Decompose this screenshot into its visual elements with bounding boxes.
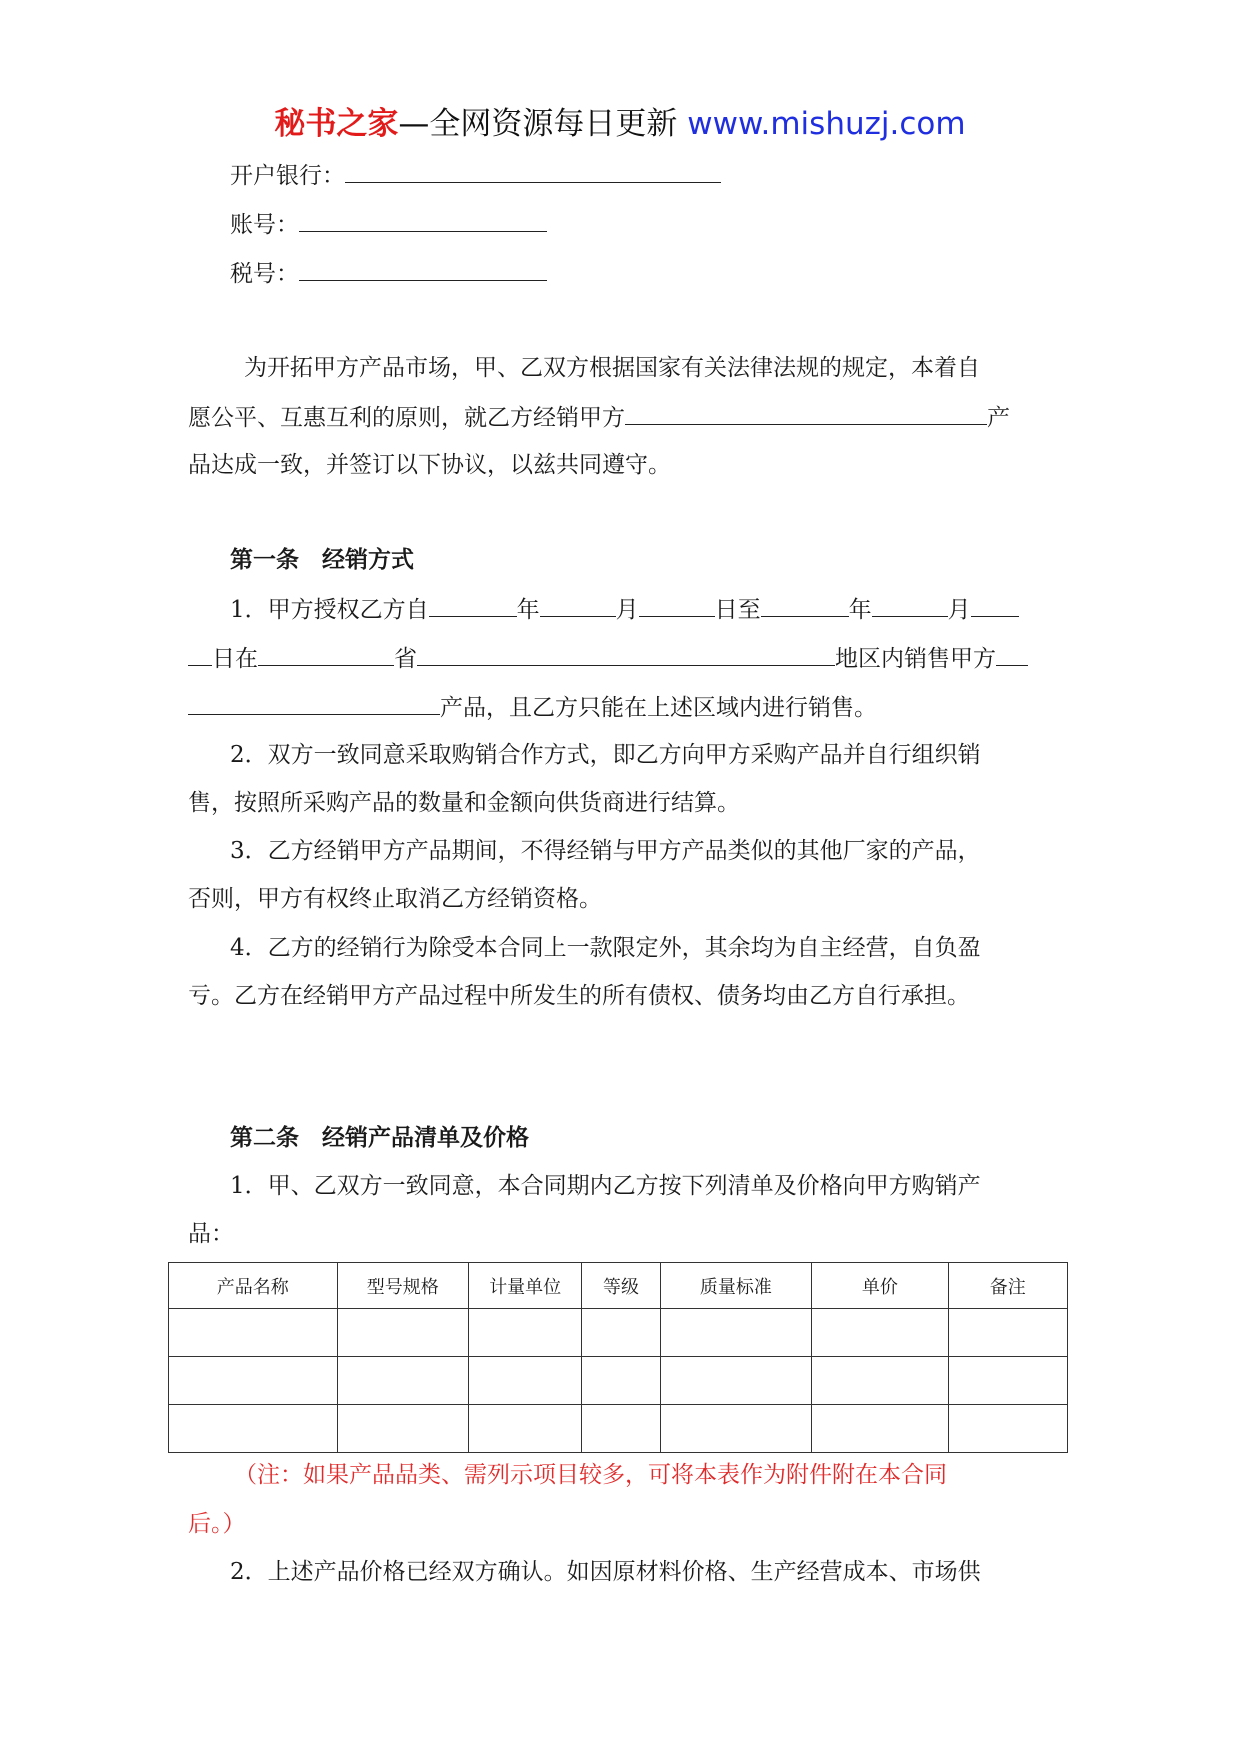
column-header: 等级 — [582, 1263, 660, 1309]
article-2-item-1-line-2: 品： — [188, 1221, 234, 1247]
table-cell[interactable] — [660, 1309, 812, 1357]
table-cell[interactable] — [169, 1405, 338, 1453]
account-field — [230, 207, 547, 241]
start-month-blank[interactable] — [540, 592, 616, 617]
intro-text-end: 产 — [987, 405, 1010, 431]
end-day-blank-cont[interactable] — [188, 641, 212, 666]
bank-field — [230, 158, 721, 192]
intro-line-3: 品达成一致，并签订以下协议，以兹共同遵守。 — [188, 452, 671, 478]
column-header: 产品名称 — [169, 1263, 338, 1309]
year-label: 年 — [516, 597, 540, 623]
item-text: 1．甲方授权乙方自 — [230, 597, 429, 623]
region-blank[interactable] — [417, 641, 835, 666]
product-blank-cont[interactable] — [188, 690, 440, 715]
article-1-item-1-line-3 — [188, 690, 877, 724]
account-blank[interactable] — [299, 207, 547, 232]
article-1-item-1-line-2 — [188, 641, 1028, 675]
table-row — [169, 1405, 1068, 1453]
article-2-item-1-line-1: 1．甲、乙双方一致同意，本合同期内乙方按下列清单及价格向甲方购销产 — [230, 1173, 981, 1199]
table-cell[interactable] — [582, 1309, 660, 1357]
month-label: 月 — [615, 597, 639, 623]
article-1-item-3-line-1: 3．乙方经销甲方产品期间，不得经销与甲方产品类似的其他厂家的产品， — [230, 838, 981, 864]
product-name-blank[interactable] — [625, 400, 987, 425]
website-link[interactable]: www.mishuzj.com — [687, 106, 966, 142]
article-1-item-1-line-1 — [230, 592, 1019, 626]
intro-line-2 — [188, 400, 1010, 434]
day-in-label: 日在 — [212, 646, 258, 672]
item-text: 产品，且乙方只能在上述区域内进行销售。 — [440, 695, 877, 721]
table-cell[interactable] — [948, 1405, 1067, 1453]
column-header: 备注 — [948, 1263, 1067, 1309]
start-day-blank[interactable] — [639, 592, 715, 617]
start-year-blank[interactable] — [429, 592, 517, 617]
intro-text: 愿公平、互惠互利的原则，就乙方经销甲方 — [188, 405, 625, 431]
end-day-blank[interactable] — [971, 592, 1019, 617]
table-cell[interactable] — [169, 1357, 338, 1405]
article-1-item-4-line-2: 亏。乙方在经销甲方产品过程中所发生的所有债权、债务均由乙方自行承担。 — [188, 983, 970, 1009]
year-label: 年 — [848, 597, 872, 623]
article-1-title: 第一条 经销方式 — [230, 546, 414, 573]
column-header: 质量标准 — [660, 1263, 812, 1309]
month-label: 月 — [947, 597, 971, 623]
table-cell[interactable] — [337, 1309, 468, 1357]
table-note-line-1: （注：如果产品品类、需列示项目较多，可将本表作为附件附在本合同 — [234, 1462, 947, 1488]
column-header: 计量单位 — [469, 1263, 582, 1309]
region-label: 地区内销售甲方 — [835, 646, 996, 672]
table-cell[interactable] — [948, 1357, 1067, 1405]
page-header — [0, 104, 1240, 144]
product-blank[interactable] — [996, 641, 1028, 666]
table-cell[interactable] — [337, 1405, 468, 1453]
table-cell[interactable] — [469, 1405, 582, 1453]
table-row — [169, 1357, 1068, 1405]
account-label: 账号： — [230, 212, 299, 238]
table-cell[interactable] — [169, 1309, 338, 1357]
province-blank[interactable] — [258, 641, 394, 666]
table-header-row — [169, 1263, 1068, 1309]
intro-line-1: 为开拓甲方产品市场，甲、乙双方根据国家有关法律法规的规定，本着自 — [244, 355, 980, 381]
article-1-item-3-line-2: 否则，甲方有权终止取消乙方经销资格。 — [188, 886, 602, 912]
tax-label: 税号： — [230, 261, 299, 287]
brand-name: 秘书之家 — [274, 106, 399, 142]
article-1-item-2-line-2: 售，按照所采购产品的数量和金额向供货商进行结算。 — [188, 790, 740, 816]
end-month-blank[interactable] — [872, 592, 948, 617]
end-year-blank[interactable] — [761, 592, 849, 617]
article-2-item-2-line-1: 2．上述产品价格已经双方确认。如因原材料价格、生产经营成本、市场供 — [230, 1559, 981, 1585]
table-cell[interactable] — [812, 1405, 948, 1453]
table-note-line-2: 后。） — [188, 1511, 246, 1537]
article-1-item-2-line-1: 2．双方一致同意采取购销合作方式，即乙方向甲方采购产品并自行组织销 — [230, 742, 981, 768]
table-cell[interactable] — [582, 1405, 660, 1453]
table-cell[interactable] — [812, 1357, 948, 1405]
column-header: 单价 — [812, 1263, 948, 1309]
bank-blank[interactable] — [345, 158, 721, 183]
table-cell[interactable] — [948, 1309, 1067, 1357]
table-cell[interactable] — [582, 1357, 660, 1405]
tax-field — [230, 256, 547, 290]
column-header: 型号规格 — [337, 1263, 468, 1309]
bank-label: 开户银行： — [230, 163, 345, 189]
table-cell[interactable] — [337, 1357, 468, 1405]
product-price-table — [168, 1262, 1068, 1453]
table-cell[interactable] — [660, 1405, 812, 1453]
table-cell[interactable] — [812, 1309, 948, 1357]
article-1-item-4-line-1: 4．乙方的经销行为除受本合同上一款限定外，其余均为自主经营，自负盈 — [230, 935, 981, 961]
table-cell[interactable] — [660, 1357, 812, 1405]
article-2-title: 第二条 经销产品清单及价格 — [230, 1124, 529, 1151]
table-row — [169, 1309, 1068, 1357]
header-tagline: —全网资源每日更新 — [398, 106, 688, 142]
province-label: 省 — [394, 646, 417, 672]
tax-blank[interactable] — [299, 256, 547, 281]
day-to-label: 日至 — [714, 597, 761, 623]
table-cell[interactable] — [469, 1357, 582, 1405]
table-cell[interactable] — [469, 1309, 582, 1357]
